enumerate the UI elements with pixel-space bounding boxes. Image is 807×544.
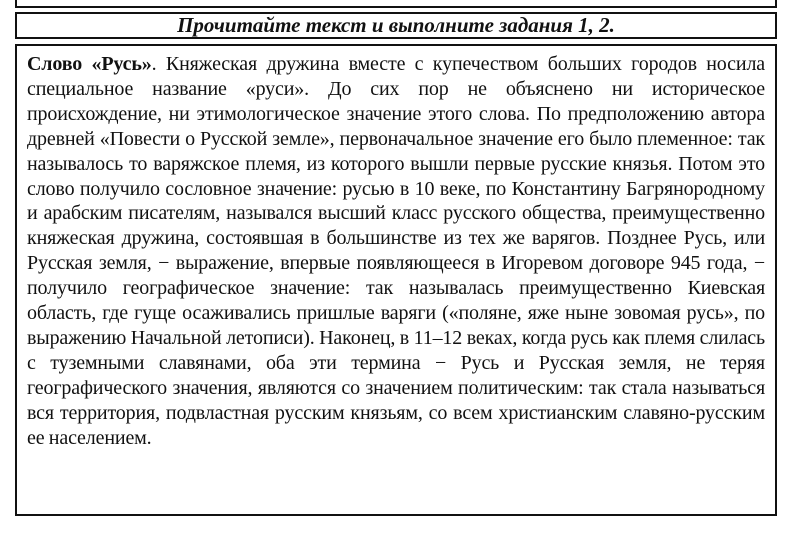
top-table-border <box>15 0 777 8</box>
passage-box <box>15 44 777 516</box>
passage-lead-title: Слово «Русь» <box>27 53 152 75</box>
task-instruction-box <box>15 12 777 39</box>
passage-body: . Княжеская дружина вместе с купечеством больших городов носила специальное название «руси». До сих пор не объяснено ни историческое происхождение, ни этимологическое значение этого слова. По предположению автора древней «Повести о Русской земле», первоначальное значение его было племенное: так называлось то варяжское племя, из которого вышли первые русские князья. Потом это слово получило сословное значение: русью в 10 веке, по Константину Багрянородному и арабским писателям, назывался высший класс русского общества, преимущественно княжеская дружина, состоявшая в большинстве из тех же варягов. Позднее Русь, или Русская земля, − выражение, впервые появляющееся в Игоревом договоре 945 года, − получило географическое значение: так называлась преимущественно Киевская область, где гуще осаживались пришлые варяги («поляне, яже ныне зовомая русь», по выражению Начальной летописи). Наконец, в 11–12 веках, когда русь как племя слилась с туземными славянами, оба эти термина − Русь и Русская земля, не теряя географического значения, являются со значением политическим: так стала называться вся территория, подвластная русским князьям, со всем христианским славяно-русским ее населением. <box>27 53 765 449</box>
page <box>15 0 777 520</box>
task-instruction: Прочитайте текст и выполните задания 1, 2. <box>177 13 615 37</box>
passage-text <box>27 52 765 451</box>
